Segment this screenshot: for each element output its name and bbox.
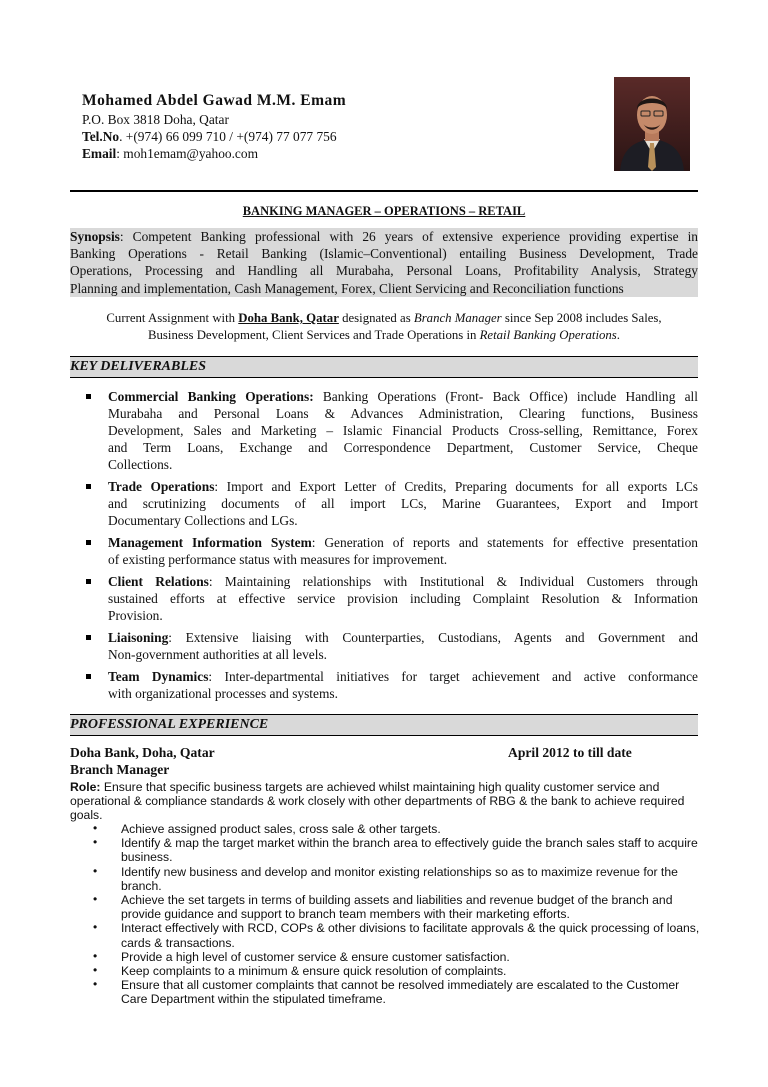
job-position: Branch Manager	[70, 762, 170, 777]
designation: Branch Manager	[413, 311, 502, 325]
email-label: Email	[82, 146, 117, 161]
synopsis	[70, 228, 698, 297]
synopsis-line: Planning and implementation, Cash Management, Forex, Client Servicing and Reconciliation functions	[70, 280, 624, 296]
bullet-icon	[86, 579, 91, 584]
section-heading-key-deliverables: KEY DELIVERABLES	[70, 356, 698, 378]
synopsis-line: Synopsis: Competent Banking professional with 26 years of extensive experience providing expertise in	[70, 229, 698, 244]
job-header	[70, 744, 698, 761]
list-item: • Achieve the set targets in terms of building assets and liabilities and revenue budget of the branch and provide guidance and support to branch team members with their marketing efforts.	[93, 892, 673, 922]
list-item: • Ensure that all customer complaints that cannot be resolved immediately are escalated to the Customer Care Department within the stipulated timeframe.	[93, 977, 680, 1007]
duties-list	[93, 822, 703, 1007]
employer-name: Doha Bank, Qatar	[238, 311, 339, 325]
tel-value: . +(974) 66 099 710 / +(974) 77 077 756	[119, 129, 337, 144]
list-item: Client Relations: Maintaining relationships with Institutional & Individual Customers through sustained efforts at effective service provision including Complaint Resolution & Information Provision.	[86, 573, 698, 624]
candidate-name: Mohamed Abdel Gawad M.M. Emam	[82, 92, 347, 109]
bullet-icon	[86, 394, 91, 399]
list-item: Liaisoning: Extensive liaising with Counterparties, Custodians, Agents and Government and Non-government authorities at all levels.	[86, 629, 698, 663]
bullet-icon: •	[93, 948, 98, 963]
profile-photo	[614, 77, 690, 171]
list-item: • Achieve assigned product sales, cross sale & other targets.	[93, 821, 441, 836]
address: P.O. Box 3818 Doha, Qatar	[82, 112, 229, 127]
bullet-icon: •	[93, 863, 98, 878]
bullet-icon: •	[93, 920, 98, 935]
telephone	[82, 128, 346, 145]
synopsis-line: Banking Operations - Retail Banking (Islamic–Conventional) entailing Business Development, Trade	[70, 246, 698, 262]
job-dates: April 2012 to till date	[508, 745, 632, 760]
operations-area: Retail Banking Operations	[479, 327, 617, 342]
email-value: : moh1emam@yahoo.com	[116, 146, 258, 161]
job-employer: Doha Bank, Doha, Qatar	[70, 745, 215, 760]
bullet-icon: •	[93, 892, 98, 907]
bullet-icon	[86, 635, 91, 640]
role-label: Role:	[70, 780, 101, 794]
bullet-icon	[86, 674, 91, 679]
list-item: Team Dynamics: Inter-departmental initiatives for target achievement and active conformance with organizational processes and systems.	[86, 668, 698, 702]
list-item: • Interact effectively with RCD, COPs & other divisions to facilitate approvals & the quick processing of loans, cards & transactions.	[93, 920, 700, 950]
list-item: • Keep complaints to a minimum & ensure quick resolution of complaints.	[93, 963, 507, 979]
email	[82, 145, 346, 162]
tel-label: Tel.No	[82, 129, 120, 144]
list-item: Commercial Banking Operations: Banking Operations (Front- Back Office) include Handling all Murabaha and Personal Loans & Advances Administration, Clearing functions, Business Development, Sales and Marketing – Islamic Financial Products Cross-selling, Remittance, Forex and Term Loans, Exchange and Correspondence Department, Customer Service, Cheque Collections.	[86, 388, 698, 473]
bullet-icon: •	[93, 977, 98, 992]
resume-title: BANKING MANAGER – OPERATIONS – RETAIL	[242, 204, 526, 218]
list-item: Management Information System: Generation of reports and statements for effective presentation of existing performance status with measures for improvement.	[86, 534, 698, 568]
bullet-icon	[86, 484, 91, 489]
list-item: Trade Operations: Import and Export Letter of Credits, Preparing documents for all exports LCs and scrutinizing documents of all import LCs, Marine Guarantees, Export and Import Documentary Collections and LGs.	[86, 478, 698, 529]
synopsis-label: Synopsis	[70, 229, 120, 244]
list-item: • Identify & map the target market within the branch area to effectively guide the branch sales staff to acquire business.	[93, 835, 698, 865]
bullet-icon: •	[93, 835, 98, 850]
synopsis-line: Operations, Processing and Handling all Murabaha, Personal Loans, Profitability Analysis, Strategy	[70, 263, 698, 279]
section-heading-professional-experience: PROFESSIONAL EXPERIENCE	[70, 714, 698, 736]
current-assignment: Current Assignment with Doha Bank, Qatar designated as Branch Manager since Sep 2008 includes Sales, Business Development, Client Services and Trade Operations in Retail Banking Operations.	[106, 311, 662, 342]
contact-header	[82, 92, 346, 162]
key-deliverables-list	[86, 388, 698, 707]
bullet-icon: •	[93, 821, 98, 835]
role-description: Role: Ensure that specific business targets are achieved whilst maintaining high quality customer service and operational & compliance standards & work closely with other departments of RBG & the bank to achieve required goals.	[70, 780, 685, 823]
bullet-icon: •	[93, 963, 98, 978]
list-item: • Provide a high level of customer service & ensure customer satisfaction.	[93, 948, 510, 964]
profile-photo-graphic	[614, 77, 690, 171]
list-item: • Identify new business and develop and monitor existing relationships so as to maximize revenue for the branch.	[93, 863, 678, 893]
bullet-icon	[86, 540, 91, 545]
header-divider	[70, 190, 698, 192]
